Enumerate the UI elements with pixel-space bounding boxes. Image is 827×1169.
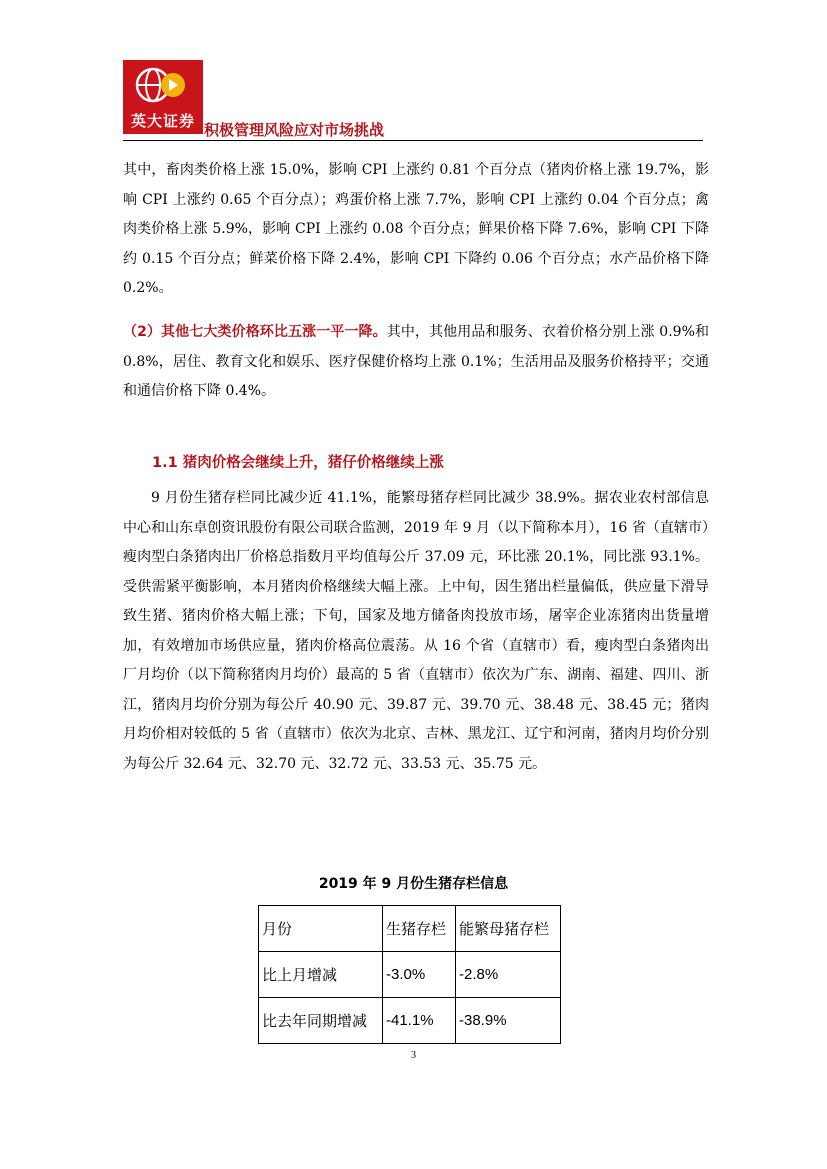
- table-header-cell: 月份: [259, 906, 383, 952]
- paragraph-lead: （2）其他七大类价格环比五涨一平一降。: [123, 324, 387, 340]
- paragraph-pork-market: 9 月份生猪存栏同比减少近 41.1%，能繁母猪存栏同比减少 38.9%。据农业农村部信息中心和山东卓创资讯股份有限公司联合监测，2019 年 9 月（以下简称本月），16 省（直辖市）瘦肉型白条猪肉出厂价格总指数月平均值每公斤 37.09 元，环比涨 20.1%，同比涨 93.1%。受供需紧平衡影响，本月猪肉价格继续大幅上涨。上中旬，因生猪出栏量偏低，供应量下滑导致生猪、猪肉价格大幅上涨；下旬，国家及地方储备肉投放市场，屠宰企业冻猪肉出货量增加，有效增加市场供应量，猪肉价格高位震荡。从 16 个省（直辖市）看，瘦肉型白条猪肉出厂月均价（以下简称猪肉月均价）最高的 5 省（直辖市）依次为广东、湖南、福建、四川、浙江，猪肉月均价分别为每公斤 40.90 元、39.87 元、39.70 元、38.48 元、38.45 元；猪肉月均价相对较低的 5 省（直辖市）依次为北京、吉林、黑龙江、辽宁和河南，猪肉月均价分别为每公斤 32.64 元、32.70 元、32.72 元、33.53 元、35.75 元。: [123, 490, 709, 772]
- table-row: [259, 998, 561, 1044]
- logo-emblem-icon: [123, 60, 203, 110]
- section-heading: 1.1 猪肉价格会继续上升，猪仔价格继续上涨: [152, 455, 444, 471]
- brand-logo: [123, 60, 203, 134]
- table-title: 2019 年 9 月份生猪存栏信息: [318, 876, 509, 892]
- paragraph-other-categories: [123, 318, 709, 407]
- table-header-row: [259, 906, 561, 952]
- hog-inventory-table: [258, 905, 561, 1044]
- table-header-cell: 能繁母猪存栏: [456, 906, 561, 952]
- table-cell: -3.0%: [383, 952, 456, 998]
- paragraph-meat-prices: 其中，畜肉类价格上涨 15.0%，影响 CPI 上涨约 0.81 个百分点（猪肉价格上涨 19.7%，影响 CPI 上涨约 0.65 个百分点）；鸡蛋价格上涨 7.7%，影响 CPI 上涨约 0.04 个百分点；禽肉类价格上涨 5.9%，影响 CPI 上涨约 0.08 个百分点；鲜果价格下降 7.6%，影响 CPI 下降约 0.15 个百分点；鲜菜价格下降 2.4%，影响 CPI 下降约 0.06 个百分点；水产品价格下降 0.2%。: [123, 162, 709, 296]
- table-cell: 比上月增减: [259, 952, 383, 998]
- header-slogan: 积极管理风险应对市场挑战: [204, 121, 385, 139]
- table-cell: 比去年同期增减: [259, 998, 383, 1044]
- paragraph-body: 其中，其他用品和服务、衣着价格分别上涨 0.9%和 0.8%，居住、教育文化和娱乐、医疗保健价格均上涨 0.1%；生活用品及服务价格持平；交通和通信价格下降 0.4%。: [123, 324, 709, 399]
- table-cell: -38.9%: [456, 998, 561, 1044]
- page-number: 3: [411, 1050, 416, 1061]
- table-cell: -2.8%: [456, 952, 561, 998]
- table-header-cell: 生猪存栏: [383, 906, 456, 952]
- table-cell: -41.1%: [383, 998, 456, 1044]
- logo-text: 英大证券: [130, 112, 195, 130]
- header-divider: [123, 140, 703, 141]
- table-row: [259, 952, 561, 998]
